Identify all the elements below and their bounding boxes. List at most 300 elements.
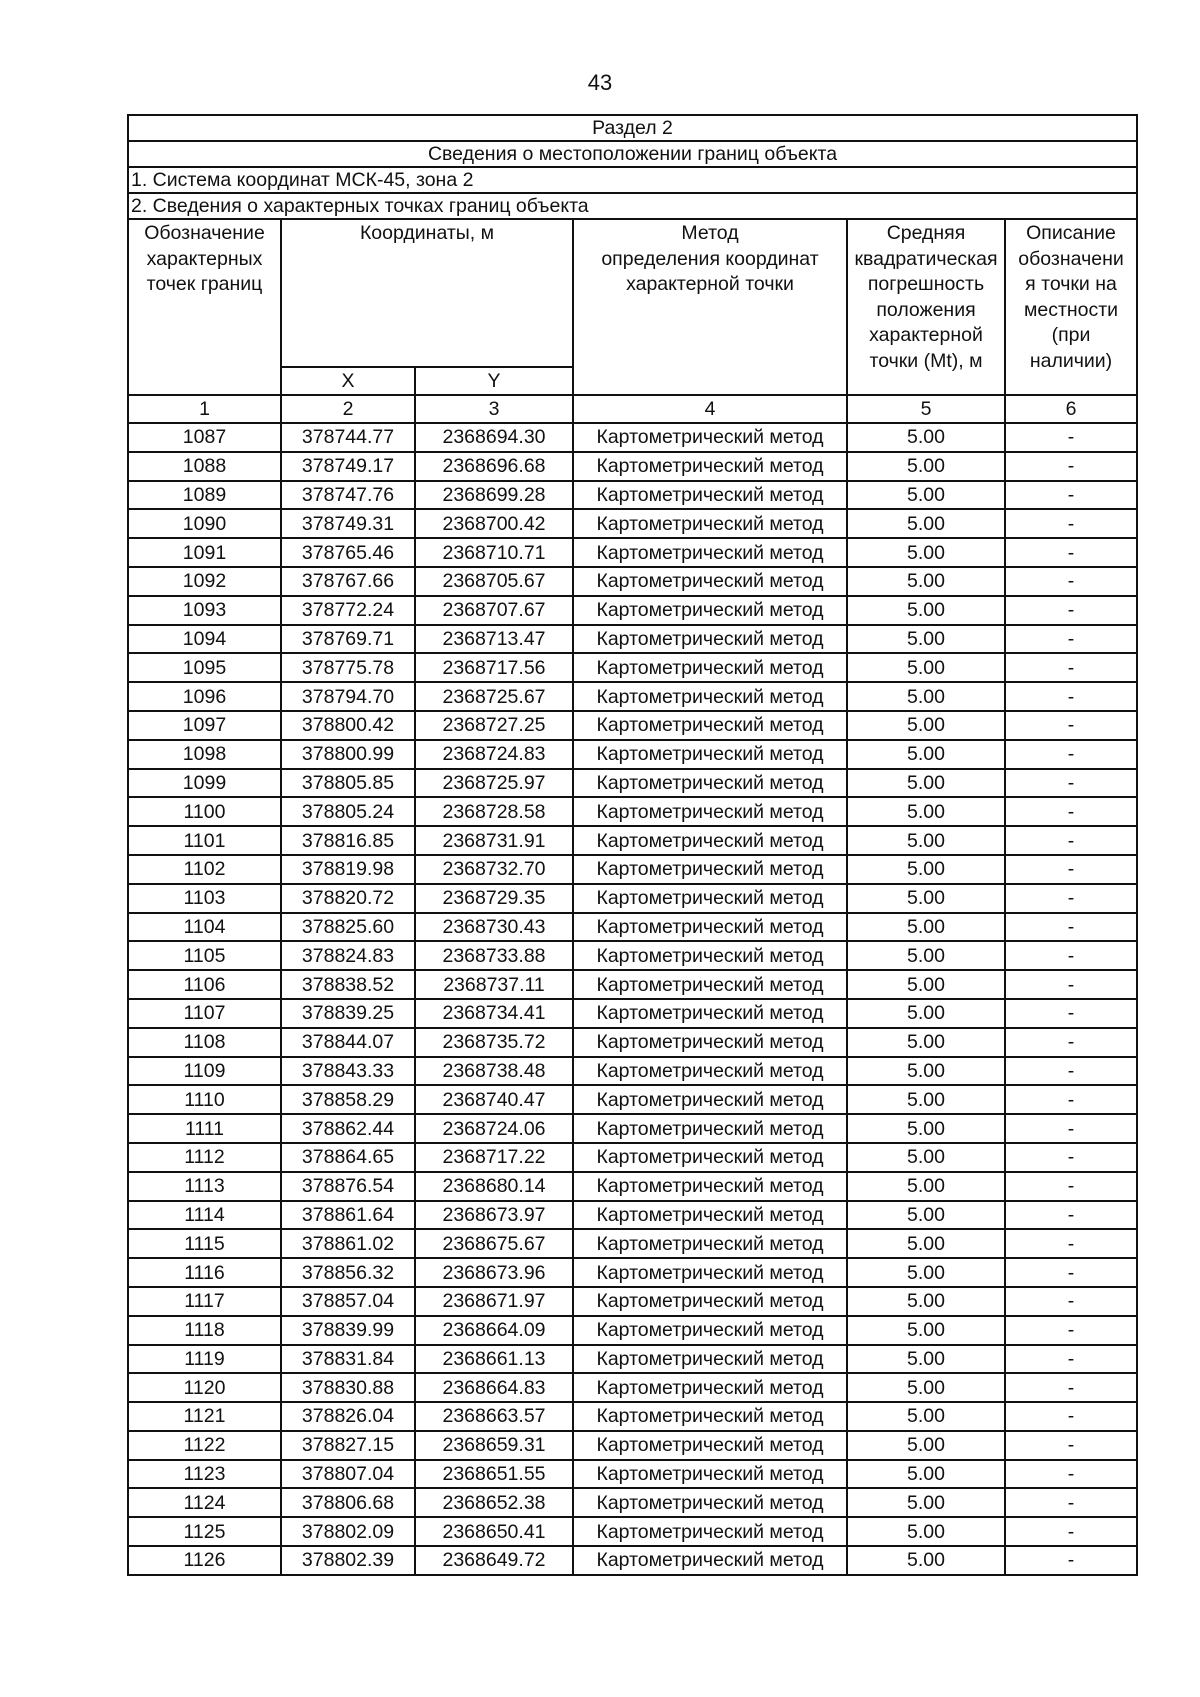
coord-y-cell: 2368717.56 bbox=[415, 653, 573, 682]
error-cell: 5.00 bbox=[847, 1460, 1005, 1489]
point-id-cell: 1122 bbox=[128, 1431, 281, 1460]
point-id-cell: 1109 bbox=[128, 1057, 281, 1086]
description-cell: - bbox=[1005, 1057, 1137, 1086]
coord-x-cell: 378800.42 bbox=[281, 711, 415, 740]
table-row bbox=[128, 1201, 1137, 1230]
table-row bbox=[128, 1057, 1137, 1086]
column-number: 5 bbox=[847, 395, 1005, 423]
point-id-cell: 1113 bbox=[128, 1172, 281, 1201]
coord-x-cell: 378831.84 bbox=[281, 1345, 415, 1374]
method-cell: Картометрический метод bbox=[573, 941, 847, 970]
coord-y-cell: 2368680.14 bbox=[415, 1172, 573, 1201]
column-number-row bbox=[128, 395, 1137, 423]
table-row bbox=[128, 423, 1137, 452]
column-number: 6 bbox=[1005, 395, 1137, 423]
method-cell: Картометрический метод bbox=[573, 481, 847, 510]
method-cell: Картометрический метод bbox=[573, 913, 847, 942]
point-id-cell: 1119 bbox=[128, 1345, 281, 1374]
method-cell: Картометрический метод bbox=[573, 855, 847, 884]
point-id-cell: 1108 bbox=[128, 1028, 281, 1057]
table-row bbox=[128, 1085, 1137, 1114]
coord-y-cell: 2368732.70 bbox=[415, 855, 573, 884]
coord-x-cell: 378819.98 bbox=[281, 855, 415, 884]
method-cell: Картометрический метод bbox=[573, 538, 847, 567]
error-cell: 5.00 bbox=[847, 1258, 1005, 1287]
point-id-cell: 1107 bbox=[128, 999, 281, 1028]
coord-y-cell: 2368659.31 bbox=[415, 1431, 573, 1460]
method-cell: Картометрический метод bbox=[573, 625, 847, 654]
coord-y-cell: 2368730.43 bbox=[415, 913, 573, 942]
coord-y-cell: 2368650.41 bbox=[415, 1517, 573, 1546]
coord-x-cell: 378856.32 bbox=[281, 1258, 415, 1287]
page-number: 43 bbox=[587, 70, 613, 95]
error-cell: 5.00 bbox=[847, 423, 1005, 452]
coord-y-cell: 2368735.72 bbox=[415, 1028, 573, 1057]
table-row bbox=[128, 1402, 1137, 1431]
method-cell: Картометрический метод bbox=[573, 1028, 847, 1057]
table-row bbox=[128, 941, 1137, 970]
coord-x-cell: 378769.71 bbox=[281, 625, 415, 654]
point-id-cell: 1104 bbox=[128, 913, 281, 942]
error-cell: 5.00 bbox=[847, 1517, 1005, 1546]
coord-x-cell: 378876.54 bbox=[281, 1172, 415, 1201]
table-row bbox=[128, 1373, 1137, 1402]
method-cell: Картометрический метод bbox=[573, 826, 847, 855]
description-cell: - bbox=[1005, 538, 1137, 567]
description-cell: - bbox=[1005, 1114, 1137, 1143]
description-cell: - bbox=[1005, 855, 1137, 884]
coord-y-cell: 2368663.57 bbox=[415, 1402, 573, 1431]
table-row bbox=[128, 769, 1137, 798]
method-cell: Картометрический метод bbox=[573, 1172, 847, 1201]
coord-x-cell: 378767.66 bbox=[281, 567, 415, 596]
description-cell: - bbox=[1005, 1546, 1137, 1575]
table-row bbox=[128, 682, 1137, 711]
description-cell: - bbox=[1005, 999, 1137, 1028]
coord-x-cell: 378843.33 bbox=[281, 1057, 415, 1086]
method-cell: Картометрический метод bbox=[573, 1431, 847, 1460]
coord-x-cell: 378824.83 bbox=[281, 941, 415, 970]
coord-y-cell: 2368710.71 bbox=[415, 538, 573, 567]
coord-x-cell: 378861.02 bbox=[281, 1229, 415, 1258]
coord-x-cell: 378807.04 bbox=[281, 1460, 415, 1489]
coord-y-cell: 2368725.67 bbox=[415, 682, 573, 711]
coord-x-cell: 378805.24 bbox=[281, 797, 415, 826]
method-cell: Картометрический метод bbox=[573, 1345, 847, 1374]
point-id-cell: 1111 bbox=[128, 1114, 281, 1143]
error-cell: 5.00 bbox=[847, 826, 1005, 855]
error-cell: 5.00 bbox=[847, 1287, 1005, 1316]
description-cell: - bbox=[1005, 1517, 1137, 1546]
point-id-cell: 1114 bbox=[128, 1201, 281, 1230]
coord-y-cell: 2368738.48 bbox=[415, 1057, 573, 1086]
description-cell: - bbox=[1005, 682, 1137, 711]
method-cell: Картометрический метод bbox=[573, 1460, 847, 1489]
table-row bbox=[128, 567, 1137, 596]
description-cell: - bbox=[1005, 1316, 1137, 1345]
coord-y-cell: 2368673.97 bbox=[415, 1201, 573, 1230]
description-cell: - bbox=[1005, 653, 1137, 682]
coord-y-cell: 2368740.47 bbox=[415, 1085, 573, 1114]
table-row bbox=[128, 1345, 1137, 1374]
coord-x-cell: 378839.25 bbox=[281, 999, 415, 1028]
method-cell: Картометрический метод bbox=[573, 509, 847, 538]
point-id-cell: 1126 bbox=[128, 1546, 281, 1575]
table-row bbox=[128, 653, 1137, 682]
description-cell: - bbox=[1005, 797, 1137, 826]
description-cell: - bbox=[1005, 1488, 1137, 1517]
method-cell: Картометрический метод bbox=[573, 711, 847, 740]
description-cell: - bbox=[1005, 1431, 1137, 1460]
point-id-cell: 1100 bbox=[128, 797, 281, 826]
table-row bbox=[128, 826, 1137, 855]
description-cell: - bbox=[1005, 1345, 1137, 1374]
coord-x-cell: 378820.72 bbox=[281, 884, 415, 913]
point-id-cell: 1116 bbox=[128, 1258, 281, 1287]
coord-x-cell: 378864.65 bbox=[281, 1143, 415, 1172]
coord-y-cell: 2368727.25 bbox=[415, 711, 573, 740]
point-id-cell: 1095 bbox=[128, 653, 281, 682]
point-id-cell: 1106 bbox=[128, 970, 281, 999]
header-error: Средняя квадратическая погрешность положения характерной точки (Mt), м bbox=[847, 219, 1005, 395]
description-cell: - bbox=[1005, 769, 1137, 798]
point-id-cell: 1094 bbox=[128, 625, 281, 654]
coord-y-cell: 2368717.22 bbox=[415, 1143, 573, 1172]
point-id-cell: 1121 bbox=[128, 1402, 281, 1431]
description-cell: - bbox=[1005, 711, 1137, 740]
error-cell: 5.00 bbox=[847, 1546, 1005, 1575]
boundary-points-table bbox=[127, 114, 1138, 1576]
description-cell: - bbox=[1005, 1258, 1137, 1287]
error-cell: 5.00 bbox=[847, 1402, 1005, 1431]
coord-y-cell: 2368700.42 bbox=[415, 509, 573, 538]
error-cell: 5.00 bbox=[847, 1229, 1005, 1258]
description-cell: - bbox=[1005, 452, 1137, 481]
table-row bbox=[128, 538, 1137, 567]
point-id-cell: 1102 bbox=[128, 855, 281, 884]
coord-x-cell: 378830.88 bbox=[281, 1373, 415, 1402]
table-row bbox=[128, 1143, 1137, 1172]
coord-x-cell: 378838.52 bbox=[281, 970, 415, 999]
method-cell: Картометрический метод bbox=[573, 1201, 847, 1230]
column-number: 4 bbox=[573, 395, 847, 423]
point-id-cell: 1096 bbox=[128, 682, 281, 711]
point-id-cell: 1088 bbox=[128, 452, 281, 481]
method-cell: Картометрический метод bbox=[573, 999, 847, 1028]
coord-y-cell: 2368649.72 bbox=[415, 1546, 573, 1575]
point-id-cell: 1103 bbox=[128, 884, 281, 913]
table-row bbox=[128, 1229, 1137, 1258]
error-cell: 5.00 bbox=[847, 1431, 1005, 1460]
point-id-cell: 1089 bbox=[128, 481, 281, 510]
error-cell: 5.00 bbox=[847, 769, 1005, 798]
point-id-cell: 1093 bbox=[128, 596, 281, 625]
method-cell: Картометрический метод bbox=[573, 596, 847, 625]
table-row bbox=[128, 1028, 1137, 1057]
coord-y-cell: 2368724.06 bbox=[415, 1114, 573, 1143]
error-cell: 5.00 bbox=[847, 999, 1005, 1028]
error-cell: 5.00 bbox=[847, 884, 1005, 913]
point-id-cell: 1118 bbox=[128, 1316, 281, 1345]
point-id-cell: 1117 bbox=[128, 1287, 281, 1316]
description-cell: - bbox=[1005, 481, 1137, 510]
coord-y-cell: 2368696.68 bbox=[415, 452, 573, 481]
coord-y-cell: 2368673.96 bbox=[415, 1258, 573, 1287]
error-cell: 5.00 bbox=[847, 1114, 1005, 1143]
error-cell: 5.00 bbox=[847, 1143, 1005, 1172]
coord-y-cell: 2368729.35 bbox=[415, 884, 573, 913]
error-cell: 5.00 bbox=[847, 682, 1005, 711]
coord-x-cell: 378826.04 bbox=[281, 1402, 415, 1431]
table-row bbox=[128, 913, 1137, 942]
table-row bbox=[128, 625, 1137, 654]
coord-y-cell: 2368731.91 bbox=[415, 826, 573, 855]
error-cell: 5.00 bbox=[847, 740, 1005, 769]
table-row bbox=[128, 481, 1137, 510]
method-cell: Картометрический метод bbox=[573, 797, 847, 826]
error-cell: 5.00 bbox=[847, 711, 1005, 740]
error-cell: 5.00 bbox=[847, 1028, 1005, 1057]
point-id-cell: 1123 bbox=[128, 1460, 281, 1489]
method-cell: Картометрический метод bbox=[573, 1546, 847, 1575]
table-row bbox=[128, 1460, 1137, 1489]
error-cell: 5.00 bbox=[847, 1373, 1005, 1402]
table-row bbox=[128, 1287, 1137, 1316]
description-cell: - bbox=[1005, 625, 1137, 654]
coord-system-line: 1. Система координат МСК-45, зона 2 bbox=[128, 167, 1137, 193]
description-cell: - bbox=[1005, 1085, 1137, 1114]
coord-x-cell: 378747.76 bbox=[281, 481, 415, 510]
coord-y-cell: 2368737.11 bbox=[415, 970, 573, 999]
coord-x-cell: 378816.85 bbox=[281, 826, 415, 855]
method-cell: Картометрический метод bbox=[573, 740, 847, 769]
coord-x-cell: 378802.39 bbox=[281, 1546, 415, 1575]
coord-y-cell: 2368671.97 bbox=[415, 1287, 573, 1316]
table-row bbox=[128, 999, 1137, 1028]
description-cell: - bbox=[1005, 1201, 1137, 1230]
error-cell: 5.00 bbox=[847, 1316, 1005, 1345]
point-id-cell: 1090 bbox=[128, 509, 281, 538]
error-cell: 5.00 bbox=[847, 481, 1005, 510]
coord-y-cell: 2368661.13 bbox=[415, 1345, 573, 1374]
error-cell: 5.00 bbox=[847, 452, 1005, 481]
coord-x-cell: 378844.07 bbox=[281, 1028, 415, 1057]
description-cell: - bbox=[1005, 970, 1137, 999]
error-cell: 5.00 bbox=[847, 970, 1005, 999]
description-cell: - bbox=[1005, 941, 1137, 970]
description-cell: - bbox=[1005, 1402, 1137, 1431]
coord-y-cell: 2368733.88 bbox=[415, 941, 573, 970]
method-cell: Картометрический метод bbox=[573, 1373, 847, 1402]
coord-y-cell: 2368734.41 bbox=[415, 999, 573, 1028]
description-cell: - bbox=[1005, 826, 1137, 855]
error-cell: 5.00 bbox=[847, 1085, 1005, 1114]
point-id-cell: 1120 bbox=[128, 1373, 281, 1402]
description-cell: - bbox=[1005, 509, 1137, 538]
error-cell: 5.00 bbox=[847, 1057, 1005, 1086]
coord-x-cell: 378825.60 bbox=[281, 913, 415, 942]
coord-y-cell: 2368724.83 bbox=[415, 740, 573, 769]
description-cell: - bbox=[1005, 1229, 1137, 1258]
header-description: Описание обозначени я точки на местности (при наличии) bbox=[1005, 219, 1137, 395]
table-row bbox=[128, 452, 1137, 481]
error-cell: 5.00 bbox=[847, 509, 1005, 538]
method-cell: Картометрический метод bbox=[573, 653, 847, 682]
coord-y-cell: 2368728.58 bbox=[415, 797, 573, 826]
table-row bbox=[128, 855, 1137, 884]
description-cell: - bbox=[1005, 567, 1137, 596]
description-cell: - bbox=[1005, 1287, 1137, 1316]
section-subtitle: Сведения о местоположении границ объекта bbox=[128, 141, 1137, 167]
error-cell: 5.00 bbox=[847, 1488, 1005, 1517]
point-id-cell: 1099 bbox=[128, 769, 281, 798]
point-id-cell: 1124 bbox=[128, 1488, 281, 1517]
column-number: 3 bbox=[415, 395, 573, 423]
table-row bbox=[128, 1546, 1137, 1575]
method-cell: Картометрический метод bbox=[573, 1085, 847, 1114]
table-row bbox=[128, 1258, 1137, 1287]
error-cell: 5.00 bbox=[847, 653, 1005, 682]
coord-y-cell: 2368707.67 bbox=[415, 596, 573, 625]
point-id-cell: 1101 bbox=[128, 826, 281, 855]
points-heading-line: 2. Сведения о характерных точках границ объекта bbox=[128, 193, 1137, 219]
table-row bbox=[128, 596, 1137, 625]
coord-y-cell: 2368694.30 bbox=[415, 423, 573, 452]
point-id-cell: 1087 bbox=[128, 423, 281, 452]
method-cell: Картометрический метод bbox=[573, 1488, 847, 1517]
coord-x-cell: 378857.04 bbox=[281, 1287, 415, 1316]
point-id-cell: 1091 bbox=[128, 538, 281, 567]
coord-x-cell: 378806.68 bbox=[281, 1488, 415, 1517]
method-cell: Картометрический метод bbox=[573, 423, 847, 452]
table-row bbox=[128, 1488, 1137, 1517]
method-cell: Картометрический метод bbox=[573, 1229, 847, 1258]
header-x: X bbox=[281, 367, 415, 395]
coord-y-cell: 2368713.47 bbox=[415, 625, 573, 654]
column-number: 1 bbox=[128, 395, 281, 423]
table-row bbox=[128, 1517, 1137, 1546]
coord-x-cell: 378772.24 bbox=[281, 596, 415, 625]
point-id-cell: 1105 bbox=[128, 941, 281, 970]
column-number: 2 bbox=[281, 395, 415, 423]
coord-x-cell: 378805.85 bbox=[281, 769, 415, 798]
error-cell: 5.00 bbox=[847, 596, 1005, 625]
error-cell: 5.00 bbox=[847, 1172, 1005, 1201]
method-cell: Картометрический метод bbox=[573, 1258, 847, 1287]
description-cell: - bbox=[1005, 1143, 1137, 1172]
method-cell: Картометрический метод bbox=[573, 452, 847, 481]
table-row bbox=[128, 797, 1137, 826]
description-cell: - bbox=[1005, 1172, 1137, 1201]
coord-y-cell: 2368664.83 bbox=[415, 1373, 573, 1402]
description-cell: - bbox=[1005, 884, 1137, 913]
point-id-cell: 1092 bbox=[128, 567, 281, 596]
coord-y-cell: 2368651.55 bbox=[415, 1460, 573, 1489]
coord-x-cell: 378749.31 bbox=[281, 509, 415, 538]
table-row bbox=[128, 1172, 1137, 1201]
description-cell: - bbox=[1005, 596, 1137, 625]
method-cell: Картометрический метод bbox=[573, 567, 847, 596]
point-id-cell: 1125 bbox=[128, 1517, 281, 1546]
coord-x-cell: 378744.77 bbox=[281, 423, 415, 452]
table-row bbox=[128, 1316, 1137, 1345]
table-row bbox=[128, 1114, 1137, 1143]
description-cell: - bbox=[1005, 913, 1137, 942]
error-cell: 5.00 bbox=[847, 538, 1005, 567]
coord-x-cell: 378862.44 bbox=[281, 1114, 415, 1143]
error-cell: 5.00 bbox=[847, 855, 1005, 884]
coord-x-cell: 378827.15 bbox=[281, 1431, 415, 1460]
error-cell: 5.00 bbox=[847, 1201, 1005, 1230]
coord-y-cell: 2368675.67 bbox=[415, 1229, 573, 1258]
table-row bbox=[128, 711, 1137, 740]
error-cell: 5.00 bbox=[847, 941, 1005, 970]
error-cell: 5.00 bbox=[847, 567, 1005, 596]
coord-x-cell: 378802.09 bbox=[281, 1517, 415, 1546]
table-row bbox=[128, 509, 1137, 538]
description-cell: - bbox=[1005, 1460, 1137, 1489]
coord-x-cell: 378749.17 bbox=[281, 452, 415, 481]
error-cell: 5.00 bbox=[847, 797, 1005, 826]
table-row bbox=[128, 1431, 1137, 1460]
point-id-cell: 1115 bbox=[128, 1229, 281, 1258]
description-cell: - bbox=[1005, 1373, 1137, 1402]
description-cell: - bbox=[1005, 1028, 1137, 1057]
method-cell: Картометрический метод bbox=[573, 1114, 847, 1143]
coord-y-cell: 2368725.97 bbox=[415, 769, 573, 798]
point-id-cell: 1112 bbox=[128, 1143, 281, 1172]
method-cell: Картометрический метод bbox=[573, 1057, 847, 1086]
coord-x-cell: 378858.29 bbox=[281, 1085, 415, 1114]
coord-x-cell: 378794.70 bbox=[281, 682, 415, 711]
coord-x-cell: 378800.99 bbox=[281, 740, 415, 769]
coord-y-cell: 2368664.09 bbox=[415, 1316, 573, 1345]
coord-x-cell: 378775.78 bbox=[281, 653, 415, 682]
coord-x-cell: 378861.64 bbox=[281, 1201, 415, 1230]
method-cell: Картометрический метод bbox=[573, 1517, 847, 1546]
header-y: Y bbox=[415, 367, 573, 395]
table-row bbox=[128, 970, 1137, 999]
error-cell: 5.00 bbox=[847, 1345, 1005, 1374]
coord-y-cell: 2368652.38 bbox=[415, 1488, 573, 1517]
error-cell: 5.00 bbox=[847, 625, 1005, 654]
error-cell: 5.00 bbox=[847, 913, 1005, 942]
method-cell: Картометрический метод bbox=[573, 682, 847, 711]
coord-y-cell: 2368699.28 bbox=[415, 481, 573, 510]
table-row bbox=[128, 740, 1137, 769]
point-id-cell: 1097 bbox=[128, 711, 281, 740]
method-cell: Картометрический метод bbox=[573, 1143, 847, 1172]
point-id-cell: 1110 bbox=[128, 1085, 281, 1114]
description-cell: - bbox=[1005, 423, 1137, 452]
method-cell: Картометрический метод bbox=[573, 884, 847, 913]
method-cell: Картометрический метод bbox=[573, 1316, 847, 1345]
header-coordinates: Координаты, м bbox=[281, 219, 573, 367]
method-cell: Картометрический метод bbox=[573, 1287, 847, 1316]
method-cell: Картометрический метод bbox=[573, 1402, 847, 1431]
table-row bbox=[128, 884, 1137, 913]
coord-x-cell: 378839.99 bbox=[281, 1316, 415, 1345]
header-method: Метод определения координат характерной точки bbox=[573, 219, 847, 395]
point-id-cell: 1098 bbox=[128, 740, 281, 769]
description-cell: - bbox=[1005, 740, 1137, 769]
coord-y-cell: 2368705.67 bbox=[415, 567, 573, 596]
header-designation: Обозначение характерных точек границ bbox=[128, 219, 281, 395]
method-cell: Картометрический метод bbox=[573, 769, 847, 798]
method-cell: Картометрический метод bbox=[573, 970, 847, 999]
section-title: Раздел 2 bbox=[128, 115, 1137, 141]
coord-x-cell: 378765.46 bbox=[281, 538, 415, 567]
